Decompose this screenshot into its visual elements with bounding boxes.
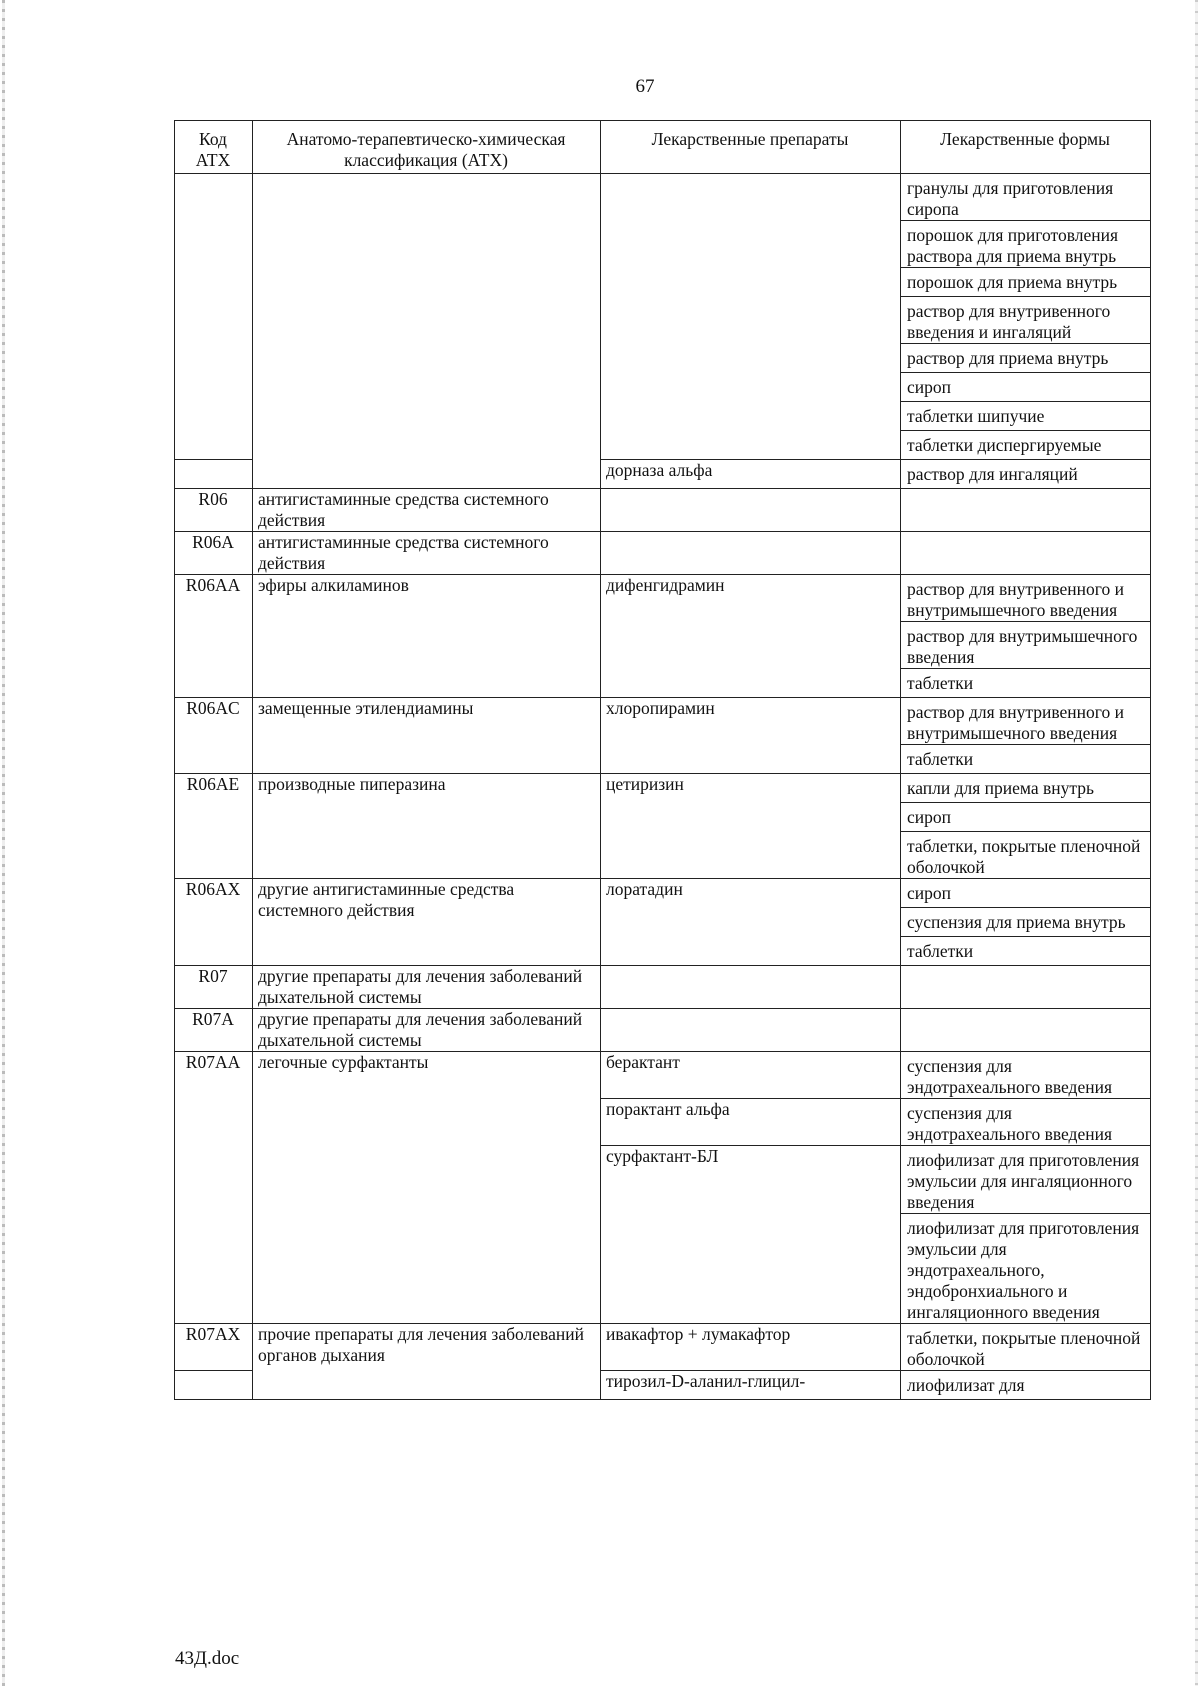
atc-code-cell: R06AE xyxy=(175,774,253,879)
dosage-forms-cell xyxy=(901,174,1151,460)
drug-cell xyxy=(601,1009,901,1052)
scan-edge-left xyxy=(2,0,5,1686)
atc-code-cell: R06AX xyxy=(175,879,253,966)
atc-code-cell xyxy=(175,460,253,489)
table-header-row xyxy=(175,121,1151,174)
atc-classification-cell xyxy=(253,1371,601,1400)
drug-cell xyxy=(601,489,901,532)
dosage-forms-cell xyxy=(901,460,1151,489)
scan-edge-right xyxy=(1195,0,1198,1686)
dosage-form: порошок для приготовления раствора для приема внутрь xyxy=(901,221,1150,268)
dosage-form: гранулы для приготовления сиропа xyxy=(901,174,1150,221)
table-row xyxy=(175,575,1151,698)
drug-cell: цетиризин xyxy=(601,774,901,879)
table-row xyxy=(175,1099,1151,1146)
atc-classification-cell: эфиры алкиламинов xyxy=(253,575,601,698)
atc-code-cell: R07A xyxy=(175,1009,253,1052)
dosage-forms-cell xyxy=(901,1371,1151,1400)
atc-classification-cell: замещенные этилендиамины xyxy=(253,698,601,774)
page-number: 67 xyxy=(635,76,655,97)
drug-cell: хлоропирамин xyxy=(601,698,901,774)
header-forms: Лекарственные формы xyxy=(901,121,1151,174)
dosage-forms-cell xyxy=(901,575,1151,698)
dosage-form: суспензия для эндотрахеального введения xyxy=(907,1103,1113,1144)
atc-classification-cell: прочие препараты для лечения заболеваний органов дыхания xyxy=(253,1324,601,1371)
footer-filename: 43Д.doc xyxy=(175,1648,240,1669)
header-drugs: Лекарственные препараты xyxy=(601,121,901,174)
drug-cell: ивакафтор + лумакафтор xyxy=(601,1324,901,1371)
header-code: Код АТХ xyxy=(175,121,253,174)
dosage-forms-cell xyxy=(901,1052,1151,1099)
dosage-form: раствор для ингаляций xyxy=(907,464,1078,484)
dosage-forms-cell xyxy=(901,1009,1151,1052)
table-body xyxy=(175,174,1151,1400)
dosage-form: сироп xyxy=(901,803,1150,832)
table-row xyxy=(175,1324,1151,1371)
atc-classification-cell: антигистаминные средства системного действия xyxy=(253,532,601,575)
dosage-form: порошок для приема внутрь xyxy=(901,268,1150,297)
drug-cell: порактант альфа xyxy=(601,1099,901,1146)
dosage-form: раствор для внутривенного и внутримышечного введения xyxy=(901,575,1150,622)
atc-code-cell: R07 xyxy=(175,966,253,1009)
dosage-form: лиофилизат для приготовления эмульсии для ингаляционного введения xyxy=(901,1146,1150,1214)
table-row xyxy=(175,698,1151,774)
table-row xyxy=(175,966,1151,1009)
dosage-form: лиофилизат для приготовления эмульсии для эндотрахеального, эндобронхиального и ингаляционного введения xyxy=(907,1218,1140,1322)
dosage-forms-cell xyxy=(901,1146,1151,1324)
dosage-form: раствор для внутримышечного введения xyxy=(901,622,1150,669)
drug-cell xyxy=(601,966,901,1009)
drug-cell: лоратадин xyxy=(601,879,901,966)
atc-table xyxy=(174,120,1151,1400)
dosage-form: сироп xyxy=(901,373,1150,402)
dosage-form: суспензия для приема внутрь xyxy=(901,908,1150,937)
table-row xyxy=(175,774,1151,879)
drug-cell: дорназа альфа xyxy=(601,460,901,489)
atc-classification-cell xyxy=(253,1099,601,1146)
dosage-forms-cell xyxy=(901,698,1151,774)
dosage-form: раствор для внутривенного и внутримышечного введения xyxy=(901,698,1150,745)
atc-classification-cell xyxy=(253,460,601,489)
dosage-form: таблетки шипучие xyxy=(901,402,1150,431)
empty-forms xyxy=(901,489,1150,517)
dosage-forms-cell xyxy=(901,1099,1151,1146)
atc-classification-cell: другие препараты для лечения заболеваний дыхательной системы xyxy=(253,1009,601,1052)
atc-classification-cell: другие препараты для лечения заболеваний дыхательной системы xyxy=(253,966,601,1009)
dosage-form: таблетки, покрытые пленочной оболочкой xyxy=(907,836,1141,877)
dosage-form: таблетки xyxy=(907,749,974,769)
empty-forms xyxy=(901,532,1150,560)
dosage-forms-cell xyxy=(901,774,1151,879)
dosage-form: таблетки, покрытые пленочной оболочкой xyxy=(907,1328,1141,1369)
atc-code-cell: R06AA xyxy=(175,575,253,698)
empty-forms xyxy=(901,966,1150,994)
dosage-form: сироп xyxy=(901,879,1150,908)
atc-classification-cell: легочные сурфактанты xyxy=(253,1052,601,1099)
atc-code-cell: R07AX xyxy=(175,1324,253,1371)
dosage-forms-cell xyxy=(901,879,1151,966)
drug-cell: сурфактант-БЛ xyxy=(601,1146,901,1324)
empty-forms xyxy=(901,1009,1150,1037)
atc-classification-cell xyxy=(253,1146,601,1324)
atc-code-cell: R07AA xyxy=(175,1052,253,1099)
atc-code-cell: R06 xyxy=(175,489,253,532)
dosage-form: таблетки xyxy=(907,673,974,693)
dosage-form: суспензия для эндотрахеального введения xyxy=(907,1056,1113,1097)
drug-cell: берактант xyxy=(601,1052,901,1099)
drug-cell xyxy=(601,174,901,460)
drug-cell xyxy=(601,532,901,575)
drug-cell: дифенгидрамин xyxy=(601,575,901,698)
atc-code-cell xyxy=(175,1371,253,1400)
atc-classification-cell xyxy=(253,174,601,460)
dosage-form: раствор для внутривенного введения и ингаляций xyxy=(901,297,1150,344)
atc-code-cell xyxy=(175,1146,253,1324)
atc-classification-cell: производные пиперазина xyxy=(253,774,601,879)
dosage-form: капли для приема внутрь xyxy=(901,774,1150,803)
table-row xyxy=(175,1146,1151,1324)
atc-classification-cell: антигистаминные средства системного действия xyxy=(253,489,601,532)
dosage-form: таблетки диспергируемые xyxy=(907,435,1102,455)
dosage-forms-cell xyxy=(901,1324,1151,1371)
atc-code-cell xyxy=(175,174,253,460)
table-row xyxy=(175,1371,1151,1400)
atc-code-cell: R06A xyxy=(175,532,253,575)
dosage-form: таблетки xyxy=(907,941,974,961)
dosage-form: лиофилизат для xyxy=(907,1375,1025,1395)
table-row xyxy=(175,174,1151,460)
atc-classification-cell: другие антигистаминные средства системного действия xyxy=(253,879,601,966)
header-classification: Анатомо-терапевтическо-химическая классификация (АТХ) xyxy=(253,121,601,174)
drug-cell: тирозил-D-аланил-глицил- xyxy=(601,1371,901,1400)
table-row xyxy=(175,1009,1151,1052)
dosage-forms-cell xyxy=(901,966,1151,1009)
atc-code-cell xyxy=(175,1099,253,1146)
table-row xyxy=(175,879,1151,966)
table-row xyxy=(175,532,1151,575)
dosage-forms-cell xyxy=(901,489,1151,532)
dosage-forms-cell xyxy=(901,532,1151,575)
table-row xyxy=(175,460,1151,489)
table-row xyxy=(175,489,1151,532)
atc-code-cell: R06AC xyxy=(175,698,253,774)
dosage-form: раствор для приема внутрь xyxy=(901,344,1150,373)
table-row xyxy=(175,1052,1151,1099)
